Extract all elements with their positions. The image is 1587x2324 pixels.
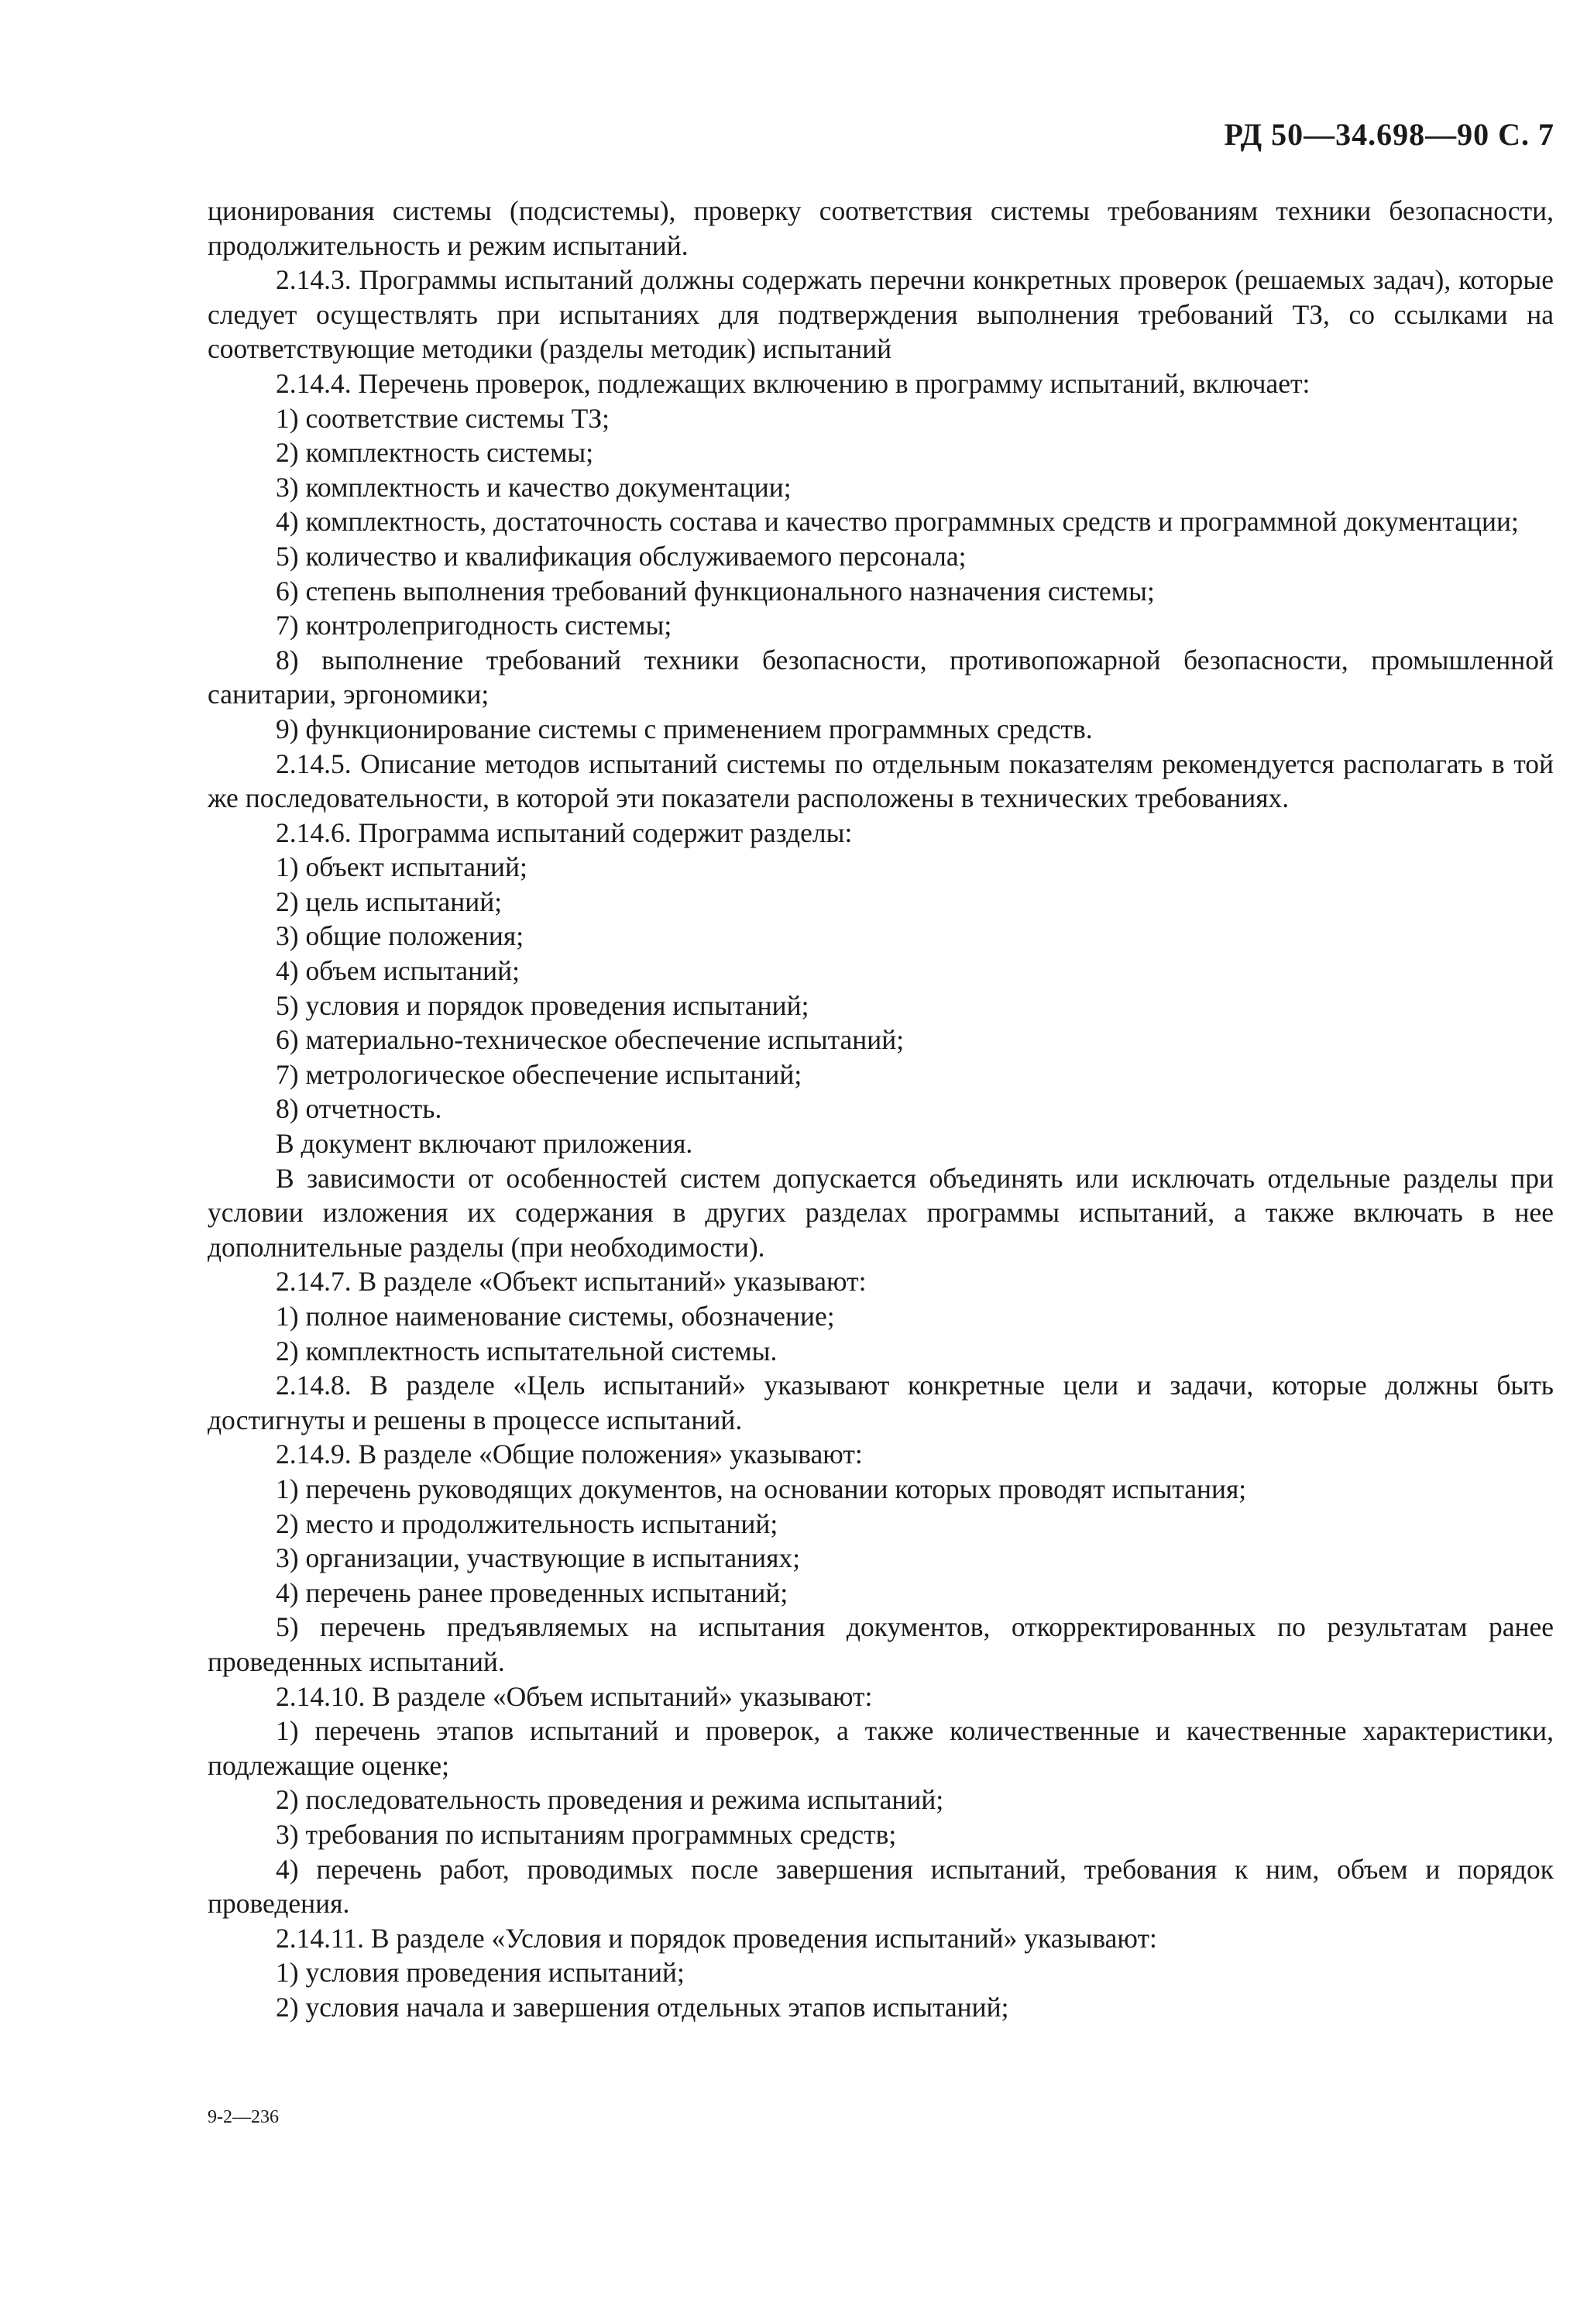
paragraph: 2.14.9. В разделе «Общие положения» указывают:	[276, 1439, 863, 1470]
paragraph: 2.14.11. В разделе «Условия и порядок проведения испытаний» указывают:	[276, 1922, 1157, 1954]
list-item: 5) количество и квалификация обслуживаемого персонала;	[276, 540, 967, 572]
list-item: 8) отчетность.	[276, 1093, 442, 1125]
list-item: 6) материально-техническое обеспечение испытаний;	[276, 1024, 905, 1056]
paragraph: 2.14.5. Описание методов испытаний системы по отдельным показателям рекомендуется располагать в той же последовательности, в которой эти показатели расположены в технических требованиях.	[208, 748, 1554, 814]
list-item: 1) перечень руководящих документов, на основании которых проводят испытания;	[276, 1473, 1247, 1504]
list-item: 5) условия и порядок проведения испытаний;	[276, 989, 809, 1021]
list-item: 4) комплектность, достаточность состава и качество программных средств и программной документации;	[276, 506, 1519, 538]
list-item: 4) объем испытаний;	[276, 955, 520, 987]
page-header: РД 50—34.698—90 С. 7	[1224, 117, 1554, 152]
list-item: 5) перечень предъявляемых на испытания документов, откорректированных по результатам ранее проведенных испытаний.	[208, 1611, 1554, 1677]
list-item: 1) полное наименование системы, обозначение;	[276, 1301, 835, 1332]
list-item: 2) комплектность испытательной системы.	[276, 1335, 778, 1367]
paragraph: 2.14.7. В разделе «Объект испытаний» указывают:	[276, 1266, 867, 1298]
document-body	[208, 194, 1554, 2024]
list-item: 1) объект испытаний;	[276, 851, 527, 883]
list-item: 2) цель испытаний;	[276, 885, 503, 917]
list-item: 2) комплектность системы;	[276, 437, 594, 469]
paragraph: В зависимости от особенностей систем допускается объединять или исключать отдельные разделы при условии изложения их содержания в других разделах программы испытаний, а также включать в нее дополнительные разделы (при необходимости).	[208, 1162, 1554, 1263]
list-item: 2) последовательность проведения и режима испытаний;	[276, 1784, 944, 1816]
list-item: 1) соответствие системы ТЗ;	[276, 402, 610, 434]
list-item: 3) общие положения;	[276, 920, 524, 952]
paragraph: 2.14.4. Перечень проверок, подлежащих включению в программу испытаний, включает:	[276, 367, 1310, 399]
list-item: 7) метрологическое обеспечение испытаний;	[276, 1058, 802, 1090]
list-item: 6) степень выполнения требований функционального назначения системы;	[276, 575, 1155, 607]
paragraph: ционирования системы (подсистемы), проверку соответствия системы требованиям техники безопасности, продолжительность и режим испытаний.	[208, 195, 1554, 261]
list-item: 7) контролепригодность системы;	[276, 610, 672, 641]
list-item: 3) требования по испытаниям программных средств;	[276, 1818, 897, 1850]
paragraph: 2.14.3. Программы испытаний должны содержать перечни конкретных проверок (решаемых задач), которые следует осуществлять при испытаниях для подтверждения выполнения требований ТЗ, со ссылками на соответствующие методики (разделы методик) испытаний	[208, 264, 1554, 365]
list-item: 2) условия начала и завершения отдельных этапов испытаний;	[276, 1991, 1009, 2023]
list-item: 3) организации, участвующие в испытаниях;	[276, 1542, 801, 1574]
list-item: 1) перечень этапов испытаний и проверок, а также количественные и качественные характеристики, подлежащие оценке;	[208, 1715, 1554, 1781]
list-item: 8) выполнение требований техники безопасности, противопожарной безопасности, промышленной санитарии, эргономики;	[208, 644, 1554, 710]
list-item: 2) место и продолжительность испытаний;	[276, 1508, 778, 1539]
list-item: 1) условия проведения испытаний;	[276, 1957, 685, 1989]
paragraph: 2.14.6. Программа испытаний содержит разделы:	[276, 816, 853, 848]
paragraph: В документ включают приложения.	[276, 1128, 693, 1160]
list-item: 3) комплектность и качество документации;	[276, 471, 792, 503]
list-item: 4) перечень работ, проводимых после завершения испытаний, требования к ним, объем и порядок проведения.	[208, 1853, 1554, 1920]
list-item: 9) функционирование системы с применением программных средств.	[276, 713, 1093, 744]
list-item: 4) перечень ранее проведенных испытаний;	[276, 1576, 788, 1608]
paragraph: 2.14.8. В разделе «Цель испытаний» указывают конкретные цели и задачи, которые должны быть достигнуты и решены в процессе испытаний.	[208, 1370, 1554, 1435]
paragraph: 2.14.10. В разделе «Объем испытаний» указывают:	[276, 1680, 873, 1712]
page-footer: 9-2—236	[208, 2107, 279, 2127]
